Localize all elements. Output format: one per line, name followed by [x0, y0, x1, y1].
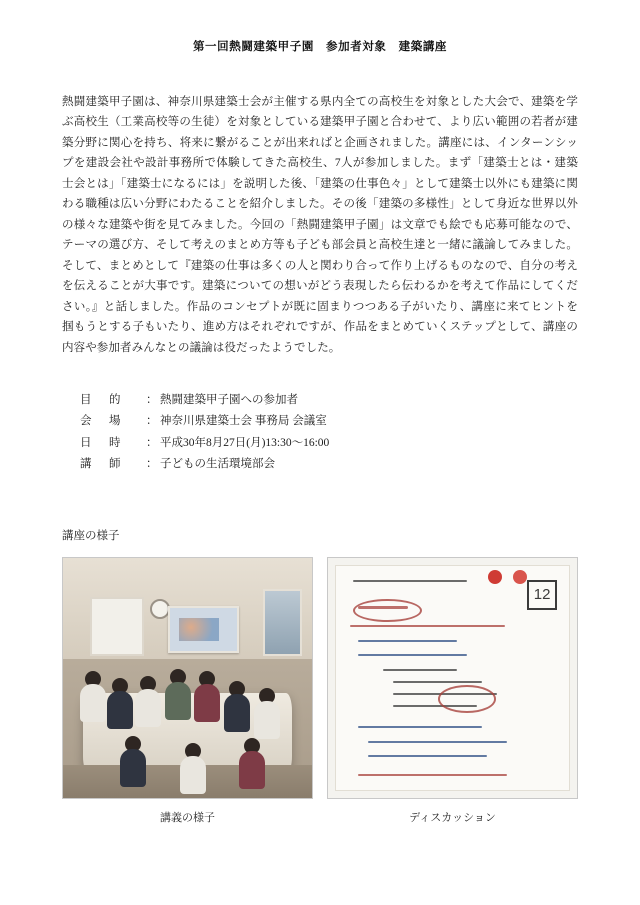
info-separator: ： — [146, 415, 158, 428]
info-label: 講 師 — [80, 457, 124, 470]
info-row — [80, 454, 640, 475]
info-value: 神奈川県建築士会 事務局 会議室 — [160, 415, 327, 428]
person-body — [80, 684, 106, 722]
person-body — [135, 689, 161, 727]
handwriting-stroke — [368, 755, 488, 757]
info-value: 熱闘建築甲子園への参加者 — [160, 394, 298, 407]
person — [105, 678, 135, 730]
info-label: 会 場 — [80, 415, 124, 428]
info-row — [80, 390, 640, 411]
person — [252, 688, 282, 740]
info-value: 子どもの生活環境部会 — [160, 457, 275, 470]
info-separator: ： — [146, 394, 158, 407]
person-body — [254, 701, 280, 739]
info-separator: ： — [146, 457, 158, 470]
board-number: 12 — [527, 580, 557, 610]
handwriting-stroke — [383, 669, 458, 671]
photo-cell — [327, 557, 578, 825]
info-label: 目 的 — [80, 394, 124, 407]
info-row — [80, 411, 640, 432]
person — [133, 676, 163, 728]
info-row — [80, 433, 640, 454]
info-label: 日 時 — [80, 436, 124, 449]
person — [78, 671, 108, 723]
handwriting-stroke — [358, 774, 507, 776]
person — [163, 669, 193, 721]
projector-screen — [168, 606, 239, 653]
photos-heading: 講座の様子 — [62, 530, 120, 543]
handwriting-stroke — [353, 580, 468, 582]
photo-caption: ディスカッション — [409, 812, 496, 825]
whiteboard-background — [90, 597, 144, 656]
info-value: 平成30年8月27日(月)13:30～16:00 — [160, 436, 330, 449]
person — [237, 738, 267, 790]
person-body — [120, 749, 146, 787]
handwriting-stroke — [368, 741, 507, 743]
photo-gallery — [62, 557, 578, 825]
person-body — [165, 682, 191, 720]
person — [178, 743, 208, 795]
person-body — [194, 684, 220, 722]
handwriting-circle — [353, 599, 422, 622]
photo-caption: 講義の様子 — [160, 812, 215, 825]
classroom-lecture-photo — [62, 557, 313, 799]
person-body — [224, 694, 250, 732]
person-body — [239, 751, 265, 789]
handwriting-stroke — [358, 640, 458, 642]
event-info-block — [80, 390, 640, 475]
person — [192, 671, 222, 723]
page-title: 第一回熱闘建築甲子園 参加者対象 建築講座 — [192, 41, 448, 53]
person-body — [180, 756, 206, 794]
whiteboard-discussion-photo — [327, 557, 578, 799]
handwriting-stroke — [358, 654, 468, 656]
photo-cell — [62, 557, 313, 825]
window — [263, 589, 302, 655]
body-paragraph: 熱闘建築甲子園は、神奈川県建築士会が主催する県内全ての高校生を対象とした大会で、建築を学ぶ高校生（工業高校等の生徒）を対象としている建築甲子園と合わせて、より広い範囲の若者が建築分野に関心を持ち、将来に繋がることが出来ればと企画されました。講座には、インターンシップを建設会社や設計事務所で体験してきた高校生、7人が参加しました。まず「建築士とは・建築士会とは」「建築士になるには」を説明した後、「建築の仕事色々」として建築士以外にも建築に関わる職種は広い分野にわたることを紹介しました。その後「建築の多様性」として身近な世界以外の様々な建築や街を見てみました。今回の「熱闘建築甲子園」は文章でも絵でも応募可能なので、テーマの選び方、そして考えのまとめ方等も子ども部会員と高校生達と一緒に議論してみました。そして、まとめとして『建築の仕事は多くの人と関わり合って作り上げるものなので、自分の考えを伝えることが大事です。建築についての想いがどう表現したら伝わるかを考えて作品にしてください。』と話しました。作品のコンセプトが既に固まりつつある子がいたり、講座に来てヒントを掴もうとする子もいたり、進め方はそれぞれですが、作品をまとめていくステップとして、講座の内容や参加者みんなとの議論は役だったようでした。 — [62, 96, 578, 354]
body-text-block — [62, 92, 578, 358]
person — [222, 681, 252, 733]
person — [118, 736, 148, 788]
person-body — [107, 691, 133, 729]
info-separator: ： — [146, 436, 158, 449]
handwriting-stroke — [393, 681, 483, 683]
handwriting-stroke — [358, 726, 483, 728]
